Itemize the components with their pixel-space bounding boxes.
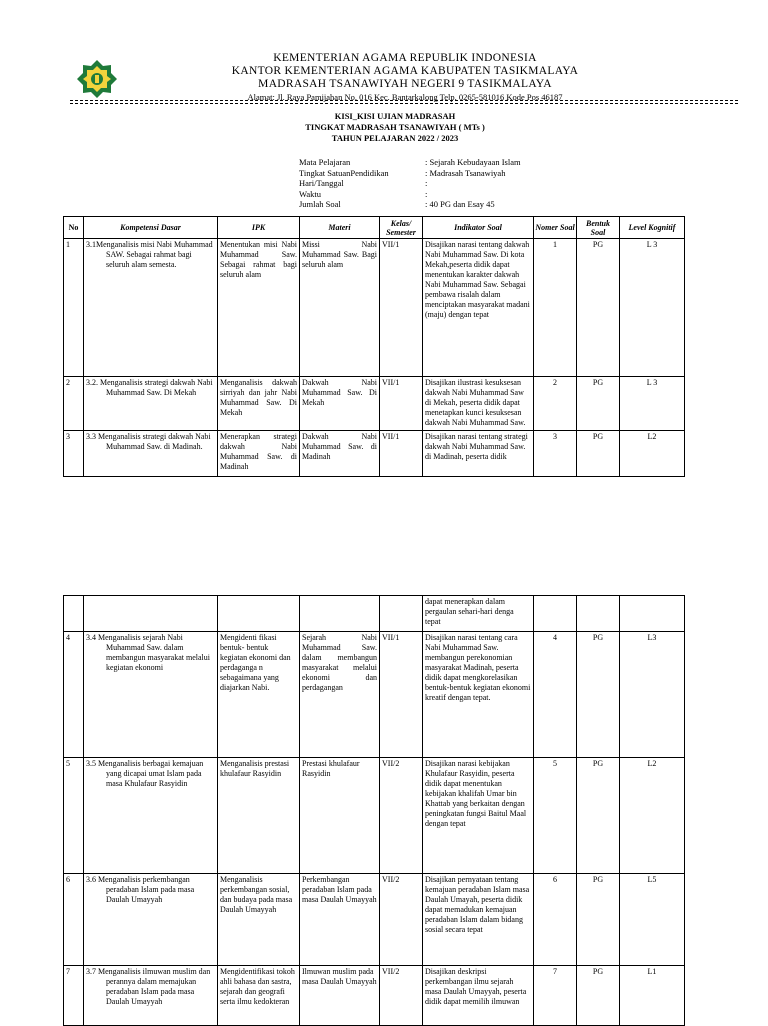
table-row — [64, 377, 685, 431]
school-name: MADRASAH TSANAWIYAH NEGERI 9 TASIKMALAYA — [258, 78, 552, 90]
cell-materi: Prestasi khulafaur Rasyidin — [300, 758, 380, 874]
cell-kompetensi-dasar — [84, 596, 218, 632]
cell-ipk: Menganalisis prestasi khulafaur Rasyidin — [218, 758, 300, 874]
cell-kompetensi-dasar — [84, 632, 218, 758]
table-row — [64, 239, 685, 377]
info-row — [299, 189, 625, 200]
cell-nomer: 3 — [534, 431, 577, 477]
cell-nomer: 4 — [534, 632, 577, 758]
cell-bentuk: PG — [577, 377, 620, 431]
cell-nomer: 1 — [534, 239, 577, 377]
kd-text: 3.7 Menganalisis ilmuwan muslim dan perannya dalam memajukan peradaban Islam pada masa Daulah Umayyah — [86, 967, 211, 1006]
cell-ipk: Menganalisis perkembangan sosial, dan budaya pada masa Daulah Umayyah — [218, 874, 300, 966]
table-row — [64, 758, 685, 874]
header-kompetensi-dasar: Kompetensi Dasar — [84, 217, 218, 239]
header-ipk: IPK — [218, 217, 300, 239]
cell-level: L2 — [620, 758, 685, 874]
info-value: : Sejarah Kebudayaan Islam — [425, 157, 521, 167]
school-address: Alamat: Jl. Raya Pamijahan No. 016 Kec. Bantarkalong Telp. 0265-581016 Kode Pos 46187 — [247, 92, 563, 102]
info-row — [299, 178, 625, 189]
cell-no: 3 — [64, 431, 84, 477]
cell-no: 4 — [64, 632, 84, 758]
cell-materi — [300, 596, 380, 632]
cell-indikator: dapat menerapkan dalam pergaulan sehari-hari denga tepat — [423, 596, 534, 632]
cell-indikator: Disajikan pernyataan tentang kemajuan peradaban Islam masa Daulah Umayah, peserta didik dapat memadukan kemajuan peradaban Islam dalam bidang sosial secara tepat — [423, 874, 534, 966]
header-level-kognitif: Level Kognitif — [620, 217, 685, 239]
cell-bentuk: PG — [577, 758, 620, 874]
letterhead — [150, 52, 660, 104]
header-bentuk-soal: Bentuk Soal — [577, 217, 620, 239]
info-value: : — [425, 178, 428, 188]
kd-text: 3.3 Menganalisis strategi dakwah Nabi Muhammad Saw. di Madinah. — [86, 432, 211, 451]
cell-materi: Ilmuwan muslim pada masa Daulah Umayyah — [300, 966, 380, 1026]
info-label: Jumlah Soal — [299, 199, 341, 209]
cell-level: L1 — [620, 966, 685, 1026]
cell-bentuk: PG — [577, 239, 620, 377]
header-nomer-soal: Nomer Soal — [534, 217, 577, 239]
header-no: No — [64, 217, 84, 239]
cell-kelas: VII/2 — [380, 758, 423, 874]
cell-kelas: VII/1 — [380, 632, 423, 758]
info-row — [299, 168, 625, 179]
cell-nomer: 2 — [534, 377, 577, 431]
ministry-name: KEMENTERIAN AGAMA REPUBLIK INDONESIA — [273, 52, 537, 64]
kd-text: 3.6 Menganalisis perkembangan peradaban Islam pada masa Daulah Umayyah — [86, 875, 195, 904]
cell-bentuk: PG — [577, 431, 620, 477]
cell-indikator: Disajikan narasi kebijakan Khulafaur Rasyidin, peserta didik dapat menentukan kebijakan khalifah Umar bin Khattab yang berkaitan dengan peningkatan fungsi Baitul Maal dengan tepat — [423, 758, 534, 874]
table-row — [64, 431, 685, 477]
cell-level: L3 — [620, 632, 685, 758]
cell-materi: Dakwah Nabi Muhammad Saw. Di Mekah — [300, 377, 380, 431]
cell-ipk — [218, 596, 300, 632]
header-materi: Materi — [300, 217, 380, 239]
info-value: : Madrasah Tsanawiyah — [425, 167, 506, 178]
exam-title — [150, 111, 640, 144]
cell-ipk: Menentukan misi Nabi Muhammad Saw. Sebagai rahmat bagi seluruh alam — [218, 239, 300, 377]
cell-level: L 3 — [620, 239, 685, 377]
table-row — [64, 874, 685, 966]
cell-indikator: Disajikan ilustrasi kesuksesan dakwah Nabi Muhammad Saw di Mekah, peserta didik dapat menetapkan kunci kesuksesan dakwah Nabi Muhammad Saw. — [423, 377, 534, 431]
cell-ipk: Mengidentifikasi tokoh ahli bahasa dan sastra, sejarah dan geografi serta ilmu kedokteran — [218, 966, 300, 1026]
cell-level — [620, 596, 685, 632]
grid-table-page1 — [63, 216, 685, 477]
cell-bentuk: PG — [577, 632, 620, 758]
cell-ipk: Menerapkan strategi dakwah Nabi Muhammad Saw. di Madinah — [218, 431, 300, 477]
cell-nomer: 6 — [534, 874, 577, 966]
cell-kelas: VII/1 — [380, 431, 423, 477]
kd-text: 3.2. Menganalisis strategi dakwah Nabi Muhammad Saw. Di Mekah — [86, 378, 213, 397]
cell-indikator: Disajikan narasi tentang dakwah Nabi Muhammad Saw. Di kota Mekah,peserta didik dapat menentukan karakter dakwah Nabi Muhammad Saw. Sebagai pembawa risalah dalam menciptakan masyarakat madani (maju) dengan tepat — [423, 239, 534, 377]
kemenag-logo-icon — [76, 59, 118, 99]
cell-kompetensi-dasar — [84, 874, 218, 966]
cell-indikator: Disajikan narasi tentang strategi dakwah Nabi Muhammad Saw. di Madinah, peserta didik — [423, 431, 534, 477]
header-indikator-soal: Indikator Soal — [423, 217, 534, 239]
cell-materi: Sejarah Nabi Muhammad Saw. dalam membangun masyarakat melalui ekonomi dan perdagangan — [300, 632, 380, 758]
table-row-continuation — [64, 596, 685, 632]
info-label: Tingkat SatuanPendidikan — [299, 167, 389, 178]
cell-no: 5 — [64, 758, 84, 874]
cell-kelas: VII/2 — [380, 966, 423, 1026]
info-row — [299, 157, 625, 168]
cell-bentuk: PG — [577, 874, 620, 966]
cell-no: 2 — [64, 377, 84, 431]
cell-bentuk — [577, 596, 620, 632]
table-row — [64, 632, 685, 758]
kd-text: 3.4 Menganalisis sejarah Nabi Muhammad Saw. dalam membangun masyarakat melalui kegiatan ekonomi — [86, 633, 210, 672]
cell-kompetensi-dasar — [84, 239, 218, 377]
cell-no: 1 — [64, 239, 84, 377]
info-label: Waktu — [299, 188, 321, 199]
table-row — [64, 966, 685, 1026]
header-kelas-semester: Kelas/ Semester — [380, 217, 423, 239]
cell-kompetensi-dasar — [84, 966, 218, 1026]
office-name: KANTOR KEMENTERIAN AGAMA KABUPATEN TASIKMALAYA — [231, 65, 579, 77]
cell-materi: Dakwah Nabi Muhammad Saw. di Madinah — [300, 431, 380, 477]
grid-table-page2 — [63, 595, 685, 1026]
header-divider — [70, 100, 738, 104]
cell-kompetensi-dasar — [84, 377, 218, 431]
cell-indikator: Disajikan deskripsi perkembangan ilmu sejarah masa Daulah Umayyah, peserta didik dapat memilih ilmuwan — [423, 966, 534, 1026]
cell-ipk: Menganalisis dakwah sirriyah dan jahr Nabi Muhammad Saw. Di Mekah — [218, 377, 300, 431]
cell-ipk: Mengidenti fikasi bentuk- bentuk kegiatan ekonomi dan perdaganga n sebagaimana yang diajarkan Nabi. — [218, 632, 300, 758]
cell-kelas: VII/2 — [380, 874, 423, 966]
cell-nomer: 7 — [534, 966, 577, 1026]
cell-kelas: VII/1 — [380, 377, 423, 431]
info-label: Mata Pelajaran — [299, 157, 351, 167]
cell-nomer — [534, 596, 577, 632]
table-header-row — [64, 217, 685, 239]
info-label: Hari/Tanggal — [299, 178, 344, 188]
exam-title-line1: KISI_KISI UJIAN MADRASAH — [334, 111, 456, 121]
cell-materi: Perkembangan peradaban Islam pada masa Daulah Umayyah — [300, 874, 380, 966]
cell-level: L 3 — [620, 377, 685, 431]
info-value: : — [425, 188, 428, 199]
cell-level: L2 — [620, 431, 685, 477]
cell-no: 7 — [64, 966, 84, 1026]
cell-level: L5 — [620, 874, 685, 966]
kd-text: 3.1Menganalisis misi Nabi Muhammad SAW. Sebagai rahmat bagi seluruh alam semesta. — [86, 240, 213, 269]
kd-text: 3.5 Menganalisis berbagai kemajuan yang dicapai umat Islam pada masa Khulafaur Rasyidin — [86, 759, 204, 788]
cell-kelas: VII/1 — [380, 239, 423, 377]
cell-no — [64, 596, 84, 632]
cell-materi: Missi Nabi Muhammad Saw. Bagi seluruh alam — [300, 239, 380, 377]
info-row — [299, 199, 625, 210]
cell-kompetensi-dasar — [84, 431, 218, 477]
exam-title-line2: TINGKAT MADRASAH TSANAWIYAH ( MTs ) — [305, 122, 485, 132]
cell-kelas — [380, 596, 423, 632]
cell-no: 6 — [64, 874, 84, 966]
cell-indikator: Disajikan narasi tentang cara Nabi Muhammad Saw. membangun perekonomian masyarakat Madinah, peserta didik dapat mengkorelasikan bentuk-bentuk kegiatan ekonomi kreatif dengan tepat. — [423, 632, 534, 758]
cell-kompetensi-dasar — [84, 758, 218, 874]
exam-title-line3: TAHUN PELAJARAN 2022 / 2023 — [331, 133, 459, 143]
cell-bentuk: PG — [577, 966, 620, 1026]
cell-nomer: 5 — [534, 758, 577, 874]
exam-info — [299, 157, 625, 210]
info-value: : 40 PG dan Esay 45 — [425, 199, 495, 209]
